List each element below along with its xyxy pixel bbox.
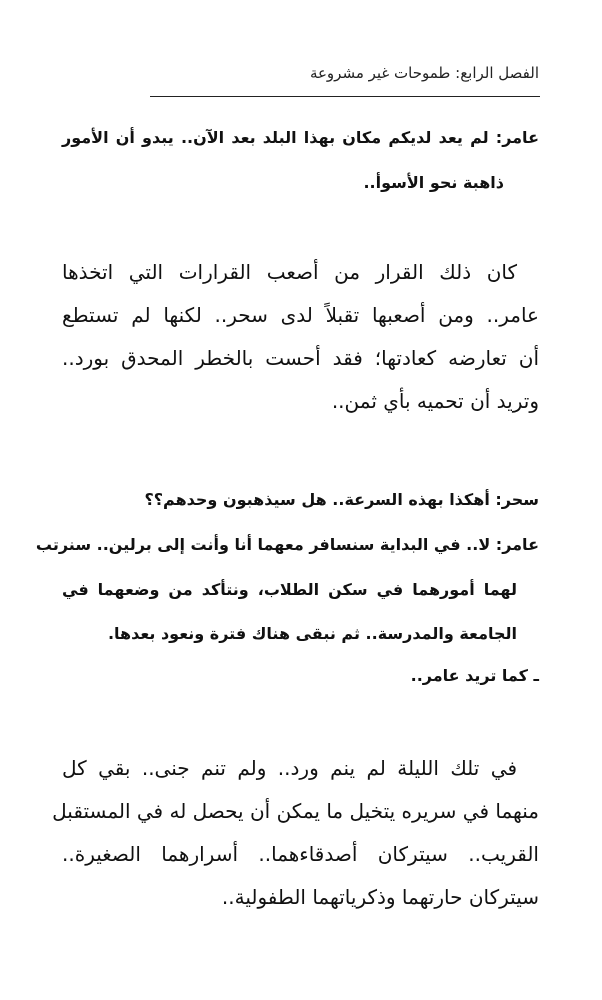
dialogue-line: ـ كما تريد عامر.. (410, 666, 539, 685)
dialogue-line: الجامعة والمدرسة.. ثم نبقى هناك فترة ونعود بعدها. (107, 624, 517, 643)
dialogue-line: ذاهبة نحو الأسوأ.. (363, 173, 504, 192)
narration-line: كان ذلك القرار من أصعب القرارات التي اتخذها (62, 260, 517, 284)
narration-line: أن تعارضه كعادتها؛ فقد أحست بالخطر المحدق بورد.. (62, 346, 539, 370)
narration-line: سيتركان حارتهما وذكرياتهما الطفولية.. (221, 885, 539, 909)
header-divider (150, 96, 540, 97)
dialogue-line: عامر: لا.. في البداية سنسافر معهما أنا وأنت إلى برلين.. سنرتب (35, 535, 539, 554)
chapter-running-header: الفصل الرابع: طموحات غير مشروعة (309, 64, 539, 82)
narration-line: عامر.. ومن أصعبها تقبلاً لدى سحر.. لكنها لم تستطع (62, 303, 539, 327)
narration-line: القريب.. سيتركان أصدقاءهما.. أسرارهما الصغيرة.. (62, 842, 539, 866)
dialogue-line: لهما أمورهما في سكن الطلاب، ونتأكد من وضعهما في (62, 580, 517, 599)
dialogue-line: سحر: أهكذا بهذه السرعة.. هل سيذهبون وحدهم؟؟ (144, 490, 539, 509)
dialogue-line: عامر: لم يعد لديكم مكان بهذا البلد بعد الآن.. يبدو أن الأمور (62, 128, 539, 147)
narration-line: وتريد أن تحميه بأي ثمن.. (331, 389, 539, 413)
narration-line: منهما في سريره يتخيل ما يمكن أن يحصل له في المستقبل (52, 799, 539, 823)
narration-line: في تلك الليلة لم ينم ورد.. ولم تنم جنى.. بقي كل (62, 756, 517, 780)
